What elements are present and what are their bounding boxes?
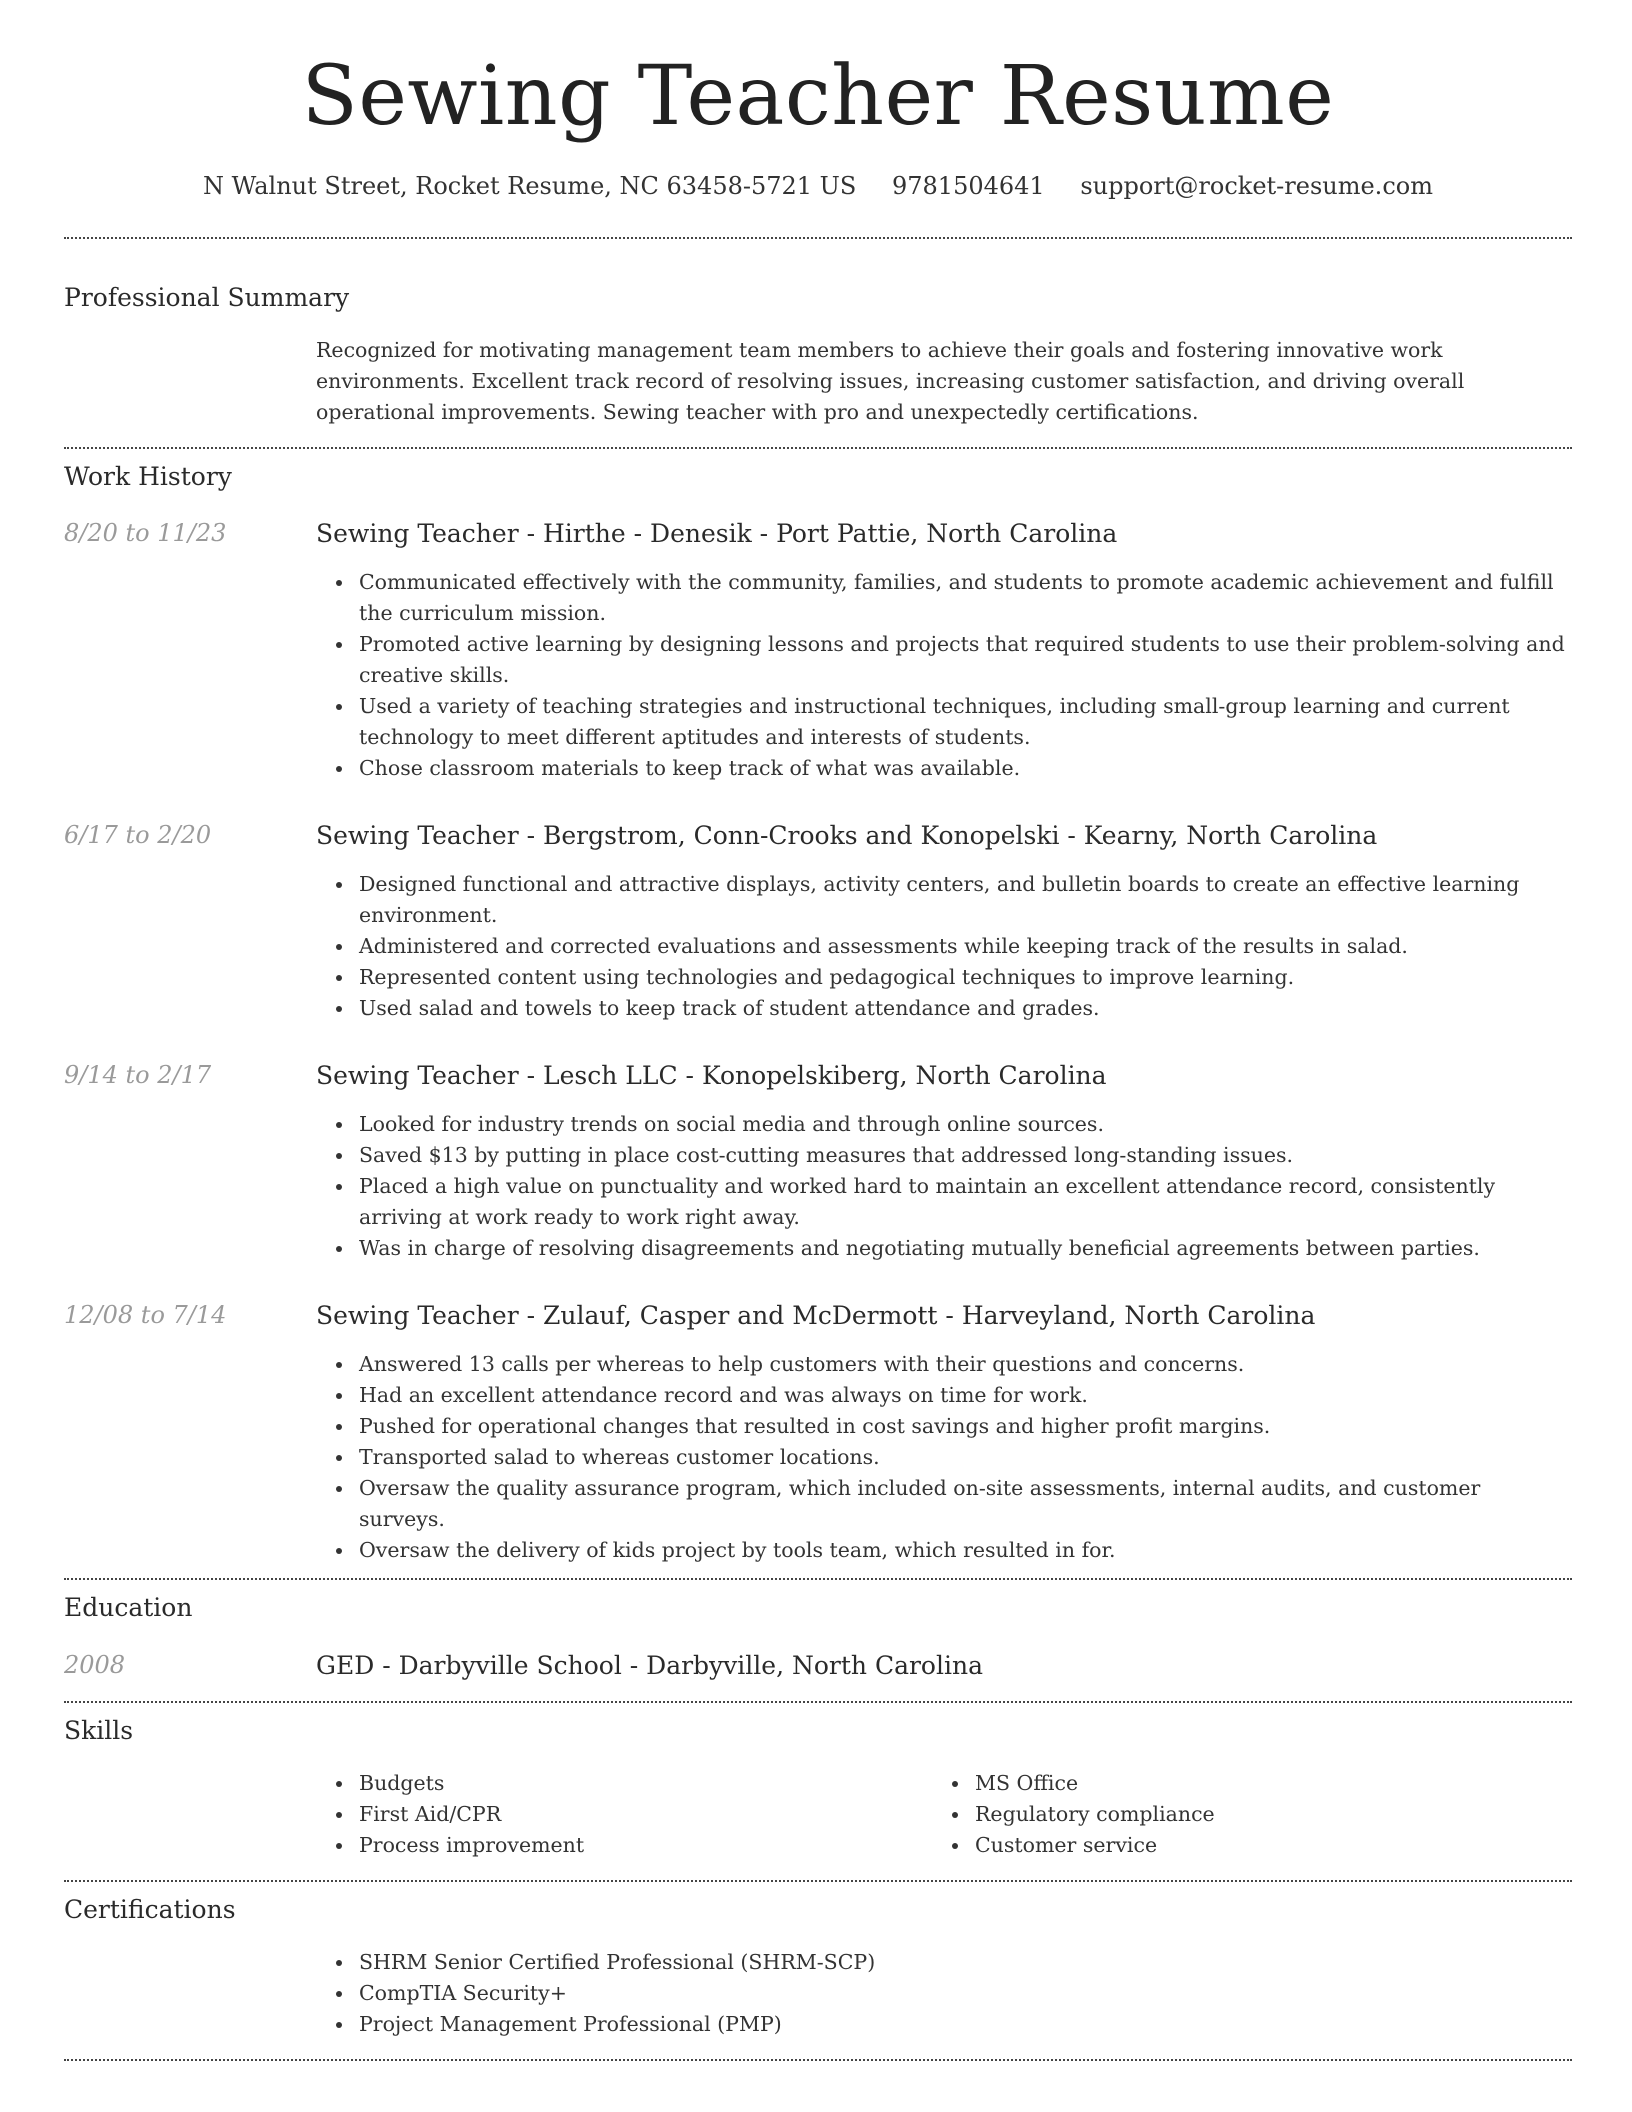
- list-item: Oversaw the quality assurance program, which included on-site assessments, internal audits, and customer surveys.: [316, 1473, 1572, 1535]
- list-item: Looked for industry trends on social media and through online sources.: [316, 1109, 1572, 1140]
- divider: [64, 1578, 1572, 1580]
- certification-item: SHRM Senior Certified Professional (SHRM-SCP): [316, 1947, 1572, 1978]
- section-heading-summary: Professional Summary: [64, 282, 350, 312]
- job-bullets: [316, 1109, 1572, 1264]
- skills-row: [64, 1768, 1572, 1861]
- divider: [64, 1701, 1572, 1703]
- job-dates: 12/08 to 7/14: [64, 1300, 227, 1329]
- certification-item: CompTIA Security+: [316, 1978, 1572, 2009]
- list-item: Chose classroom materials to keep track of what was available.: [316, 753, 1572, 784]
- list-item: Promoted active learning by designing lessons and projects that required students to use their problem-solving and creative skills.: [316, 629, 1572, 691]
- education-entry: [64, 1651, 1572, 1681]
- skills-column-left: [316, 1768, 932, 1861]
- certifications-list: [316, 1947, 1572, 2040]
- skill-item: First Aid/CPR: [316, 1799, 932, 1830]
- certification-item: Project Management Professional (PMP): [316, 2009, 1572, 2040]
- list-item: Used a variety of teaching strategies and instructional techniques, including small-group learning and current technology to meet different aptitudes and interests of students.: [316, 691, 1572, 753]
- contact-address: N Walnut Street, Rocket Resume, NC 63458-5721 US: [203, 172, 857, 201]
- section-heading-skills: Skills: [64, 1715, 134, 1745]
- contact-phone: 9781504641: [892, 172, 1045, 201]
- contact-email: support@rocket-resume.com: [1080, 172, 1433, 201]
- section-heading-certifications: Certifications: [64, 1894, 236, 1924]
- job-bullets: [316, 869, 1572, 1024]
- skill-item: Regulatory compliance: [932, 1799, 1548, 1830]
- divider: [64, 2059, 1572, 2061]
- job-dates: 6/17 to 2/20: [64, 820, 212, 849]
- job-entry: [64, 519, 1572, 784]
- divider: [64, 447, 1572, 449]
- resume-title: Sewing Teacher Resume: [301, 49, 1335, 144]
- list-item: Used salad and towels to keep track of student attendance and grades.: [316, 993, 1572, 1024]
- section-heading-work: Work History: [64, 461, 232, 491]
- list-item: Transported salad to whereas customer locations.: [316, 1442, 1572, 1473]
- skill-item: MS Office: [932, 1768, 1548, 1799]
- job-bullets: [316, 567, 1572, 784]
- contact-line: [64, 172, 1572, 201]
- list-item: Oversaw the delivery of kids project by tools team, which resulted in for.: [316, 1535, 1572, 1566]
- list-item: Administered and corrected evaluations and assessments while keeping track of the results in salad.: [316, 931, 1572, 962]
- skills-column-right: [932, 1768, 1548, 1861]
- education-year: 2008: [64, 1650, 126, 1679]
- job-title: Sewing Teacher - Hirthe - Denesik - Port Pattie, North Carolina: [316, 518, 1118, 548]
- skill-item: Budgets: [316, 1768, 932, 1799]
- skill-item: Process improvement: [316, 1830, 932, 1861]
- certifications-row: [64, 1947, 1572, 2040]
- section-heading-education: Education: [64, 1592, 193, 1622]
- list-item: Represented content using technologies and pedagogical techniques to improve learning.: [316, 962, 1572, 993]
- list-item: Placed a high value on punctuality and worked hard to maintain an excellent attendance record, consistently arriving at work ready to work right away.: [316, 1171, 1572, 1233]
- list-item: Answered 13 calls per whereas to help customers with their questions and concerns.: [316, 1349, 1572, 1380]
- divider: [64, 1880, 1572, 1882]
- job-bullets: [316, 1349, 1572, 1566]
- resume-page: [64, 0, 1572, 2061]
- job-entry: [64, 1061, 1572, 1264]
- summary-text: Recognized for motivating management team members to achieve their goals and fostering innovative work environments. Excellent track record of resolving issues, increasing customer satisfaction, and driving overall operational improvements. Sewing teacher with pro and unexpectedly certifications.: [316, 337, 1465, 424]
- list-item: Designed functional and attractive displays, activity centers, and bulletin boards to create an effective learning environment.: [316, 869, 1572, 931]
- job-dates: 8/20 to 11/23: [64, 518, 227, 547]
- job-dates: 9/14 to 2/17: [64, 1060, 212, 1089]
- education-degree: GED - Darbyville School - Darbyville, North Carolina: [316, 1650, 983, 1680]
- divider: [64, 237, 1572, 239]
- skills-grid: [316, 1768, 1572, 1861]
- job-title: Sewing Teacher - Zulauf, Casper and McDermott - Harveyland, North Carolina: [316, 1300, 1316, 1330]
- summary-row: [64, 335, 1572, 428]
- list-item: Was in charge of resolving disagreements and negotiating mutually beneficial agreements between parties.: [316, 1233, 1572, 1264]
- list-item: Pushed for operational changes that resulted in cost savings and higher profit margins.: [316, 1411, 1572, 1442]
- job-title: Sewing Teacher - Lesch LLC - Konopelskiberg, North Carolina: [316, 1060, 1107, 1090]
- job-entry: [64, 821, 1572, 1024]
- skill-item: Customer service: [932, 1830, 1548, 1861]
- list-item: Saved $13 by putting in place cost-cutting measures that addressed long-standing issues.: [316, 1140, 1572, 1171]
- job-title: Sewing Teacher - Bergstrom, Conn-Crooks and Konopelski - Kearny, North Carolina: [316, 820, 1378, 850]
- job-entry: [64, 1301, 1572, 1566]
- list-item: Had an excellent attendance record and was always on time for work.: [316, 1380, 1572, 1411]
- list-item: Communicated effectively with the community, families, and students to promote academic achievement and fulfill the curriculum mission.: [316, 567, 1572, 629]
